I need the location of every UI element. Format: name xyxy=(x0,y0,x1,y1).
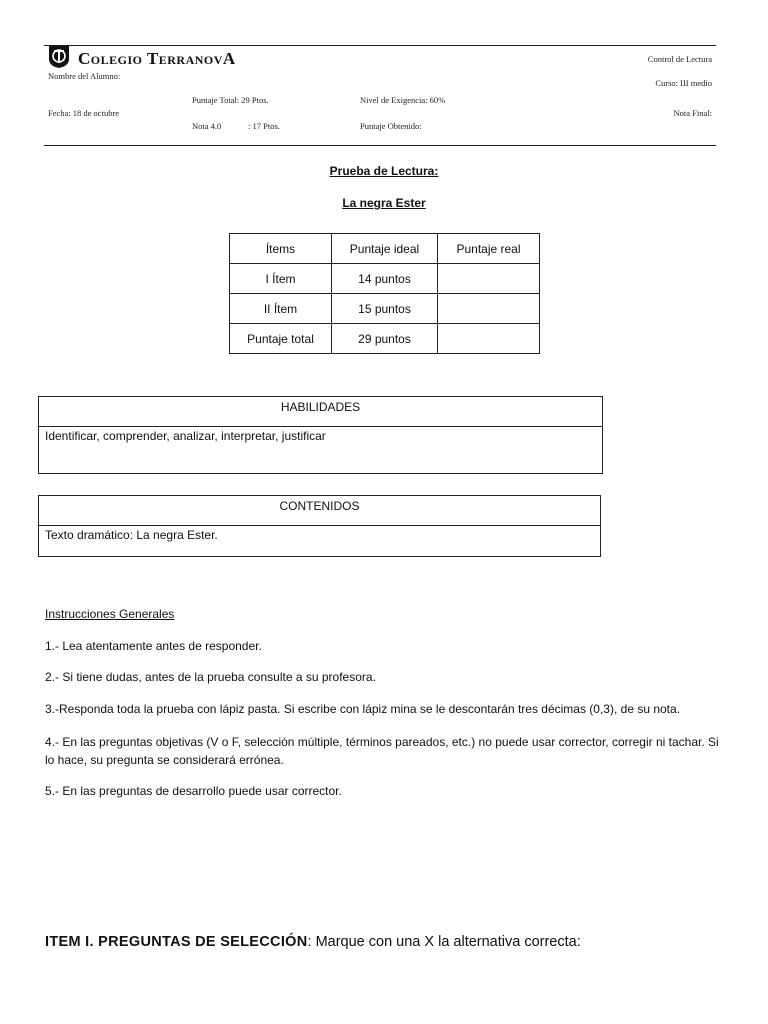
total-score: Puntaje Total: 29 Ptos. xyxy=(192,95,269,105)
test-title: Prueba de Lectura: xyxy=(329,164,439,178)
demand-level: Nivel de Exigencia: 60% xyxy=(360,95,446,105)
table-row xyxy=(230,324,540,354)
grade-threshold-value: : 17 Ptos. xyxy=(248,121,280,131)
score-table xyxy=(229,233,540,354)
table-cell-real-score xyxy=(438,324,540,354)
table-cell: I Ítem xyxy=(230,264,332,294)
table-cell: 15 puntos xyxy=(332,294,438,324)
student-name-label: Nombre del Alumno: xyxy=(48,71,121,81)
table-cell: 14 puntos xyxy=(332,264,438,294)
item-one-text: : Marque con una X la alternativa correcta: xyxy=(307,934,581,950)
table-cell: II Ítem xyxy=(230,294,332,324)
school-logo-icon xyxy=(48,45,70,69)
table-cell-real-score xyxy=(438,294,540,324)
score-obtained-label: Puntaje Obtenido: xyxy=(360,121,422,131)
grade-threshold-label: Nota 4.0 xyxy=(192,121,222,131)
skills-heading: HABILIDADES xyxy=(39,397,602,427)
instruction-item: 3.-Responda toda la prueba con lápiz pasta. Si escribe con lápiz mina se le descontarán tres décimas (0,3), de su nota. xyxy=(45,702,681,716)
skills-box xyxy=(38,396,603,474)
table-row xyxy=(230,294,540,324)
final-grade-label: Nota Final: xyxy=(673,108,712,118)
header-top-rule xyxy=(44,45,716,46)
table-header-cell: Puntaje real xyxy=(438,234,540,264)
table-header-cell: Puntaje ideal xyxy=(332,234,438,264)
instructions-heading: Instrucciones Generales xyxy=(45,607,175,621)
test-subtitle: La negra Ester xyxy=(342,196,426,210)
exam-date: Fecha: 18 de octubre xyxy=(48,108,120,118)
skills-text: Identificar, comprender, analizar, interpretar, justificar xyxy=(45,429,326,443)
instruction-item: 4.- En las preguntas objetivas (V o F, selección múltiple, términos pareados, etc.) no puede usar corrector, corregir ni tachar. Si lo hace, su pregunta se considerará errónea. xyxy=(45,735,719,767)
table-cell: 29 puntos xyxy=(332,324,438,354)
instruction-item: 5.- En las preguntas de desarrollo puede usar corrector. xyxy=(45,784,342,798)
contents-text: Texto dramático: La negra Ester. xyxy=(45,528,218,542)
course: Curso: III medio xyxy=(655,78,712,88)
table-header-row xyxy=(230,234,540,264)
instruction-item: 1.- Lea atentamente antes de responder. xyxy=(45,639,262,653)
contents-box xyxy=(38,495,601,557)
contents-heading: CONTENIDOS xyxy=(39,496,600,526)
control-type: Control de Lectura xyxy=(647,54,712,64)
item-one-heading xyxy=(45,934,581,950)
instruction-item: 2.- Si tiene dudas, antes de la prueba consulte a su profesora. xyxy=(45,670,376,684)
table-row xyxy=(230,264,540,294)
table-header-cell: Ítems xyxy=(230,234,332,264)
school-name: Colegio TerranovA xyxy=(78,49,236,68)
header-bottom-rule xyxy=(44,145,716,146)
table-cell: Puntaje total xyxy=(230,324,332,354)
table-cell-real-score xyxy=(438,264,540,294)
item-one-label: ITEM I. PREGUNTAS DE SELECCIÓN xyxy=(45,934,308,950)
